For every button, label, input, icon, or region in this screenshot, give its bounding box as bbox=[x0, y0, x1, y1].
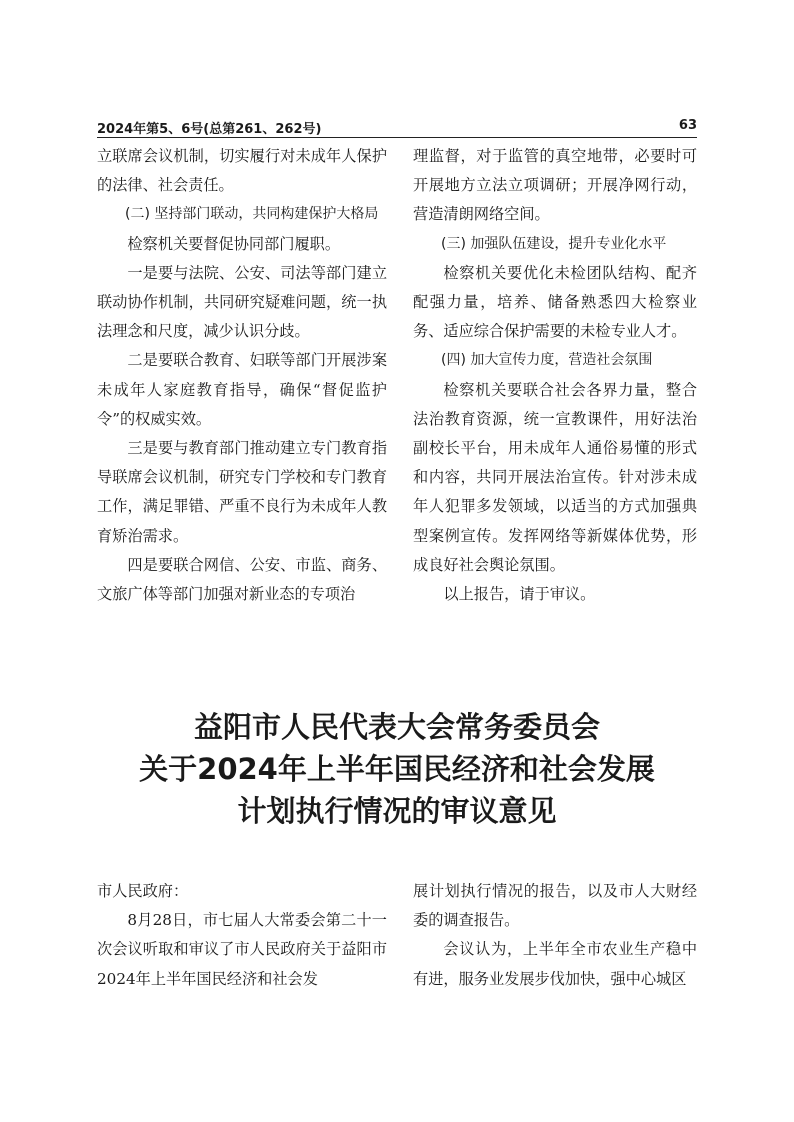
paragraph: 四是要联合网信、公安、市监、商务、文旅广体等部门加强对新业态的专项治 bbox=[97, 555, 387, 604]
salutation: 市人民政府： bbox=[97, 882, 189, 900]
top-left-column bbox=[97, 142, 387, 609]
top-right-column bbox=[413, 142, 697, 609]
paragraph: 二是要联合教育、妇联等部门开展涉案未成年人家庭教育指导，确保“督促监护令”的权威实效。 bbox=[97, 351, 387, 428]
paragraph: 检察机关要优化未检团队结构、配齐配强力量，培养、储备熟悉四大检察业务、适应综合保护需要的未检专业人才。 bbox=[413, 263, 697, 341]
paragraph: 三是要与教育部门推动建立专门教育指导联席会议机制，研究专门学校和专门教育工作，满足罪错、严重不良行为未成年人教育矫治需求。 bbox=[97, 439, 387, 545]
header-rule bbox=[97, 137, 697, 138]
paragraph: 一是要与法院、公安、司法等部门建立联动协作机制，共同研究疑难问题，统一执法理念和尺度，减少认识分歧。 bbox=[97, 263, 387, 341]
page-number: 63 bbox=[678, 118, 697, 133]
issue-label: 2024年第5、6号(总第261、262号) bbox=[97, 122, 322, 137]
section-heading: (二) 坚持部门联动，共同构建保护大格局 bbox=[125, 206, 379, 223]
paragraph: 8月28日，市七届人大常委会第二十一次会议听取和审议了市人民政府关于益阳市2024年上半年国民经济和社会发 bbox=[97, 911, 387, 988]
title-line: 关于2024年上半年国民经济和社会发展 bbox=[139, 752, 655, 786]
paragraph: 展计划执行情况的报告，以及市人大财经委的调查报告。 bbox=[413, 882, 697, 930]
paragraph: 检察机关要联合社会各界力量，整合法治教育资源，统一宣教课件，用好法治副校长平台，用未成年人通俗易懂的形式和内容，共同开展法治宣传。针对涉未成年人犯罪多发领域，以适当的方式加强典型案例宣传。发挥网络等新媒体优势，形成良好社会舆论氛围。 bbox=[413, 380, 697, 574]
title-line: 计划执行情况的审议意见 bbox=[237, 794, 557, 828]
section-heading: (三) 加强队伍建设，提升专业化水平 bbox=[441, 235, 667, 252]
running-header bbox=[97, 118, 697, 136]
closing-line: 以上报告，请于审议。 bbox=[443, 585, 596, 604]
title-line: 益阳市人民代表大会常务委员会 bbox=[193, 710, 600, 744]
article-title bbox=[97, 706, 697, 832]
bottom-right-column bbox=[413, 877, 697, 994]
section-heading: (四) 加大宣传力度，营造社会氛围 bbox=[441, 352, 653, 369]
paragraph: 会议认为，上半年全市农业生产稳中有进，服务业发展步伐加快，强中心城区 bbox=[413, 940, 697, 988]
bottom-left-column bbox=[97, 877, 387, 994]
paragraph: 理监督，对于监管的真空地带，必要时可开展地方立法立项调研；开展净网行动，营造清朗网络空间。 bbox=[413, 147, 697, 224]
paragraph: 检察机关要督促协同部门履职。 bbox=[127, 234, 341, 253]
paragraph: 立联席会议机制，切实履行对未成年人保护的法律、社会责任。 bbox=[97, 147, 387, 195]
